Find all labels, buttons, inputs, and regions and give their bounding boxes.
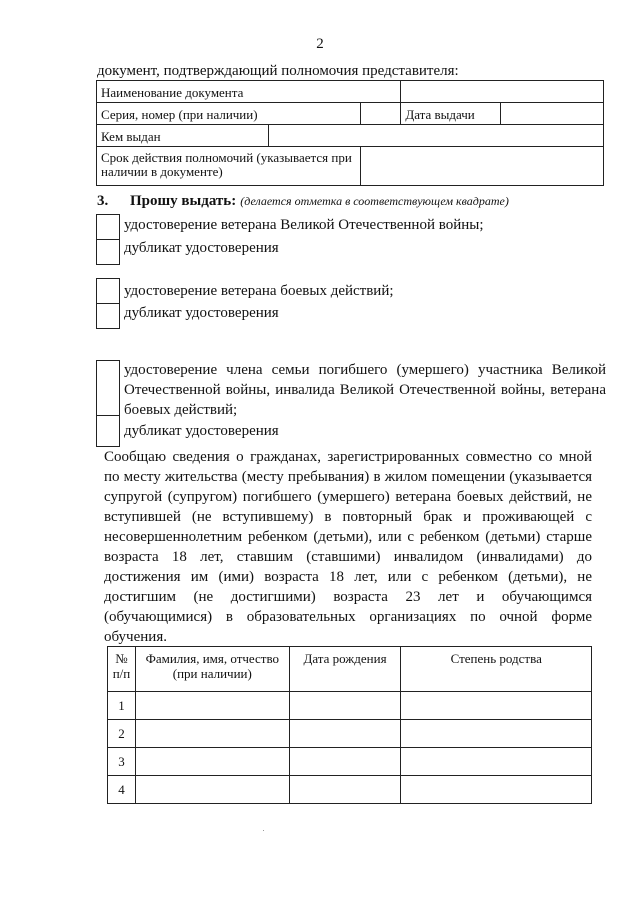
table-row xyxy=(108,748,592,776)
option-combat-veteran: удостоверение ветерана боевых действий; xyxy=(124,283,394,299)
row-number: 1 xyxy=(108,692,136,720)
table-row xyxy=(97,103,604,125)
validity-label: Срок действия полномочий (указывается при наличии в документе) xyxy=(97,147,361,186)
relationship-cell[interactable] xyxy=(401,692,592,720)
option-combat-duplicate: дубликат удостоверения xyxy=(124,305,279,321)
table-row xyxy=(108,776,592,804)
option-family-member: удостоверение члена семьи погибшего (умершего) участника Великой Отечественной войны, инвалида Великой Отечественной войны, ветерана боевых действий; xyxy=(124,362,606,418)
doc-name-label: Наименование документа xyxy=(97,81,401,103)
table-header-row xyxy=(108,647,592,692)
family-members-table xyxy=(107,646,592,804)
col-header-full-name: Фамилия, имя, отчество (при наличии) xyxy=(135,647,289,692)
issue-date-label: Дата выдачи xyxy=(401,103,501,125)
table-row xyxy=(108,692,592,720)
option-family-duplicate: дубликат удостоверения xyxy=(124,423,279,439)
representative-document-table xyxy=(96,80,604,186)
table-row xyxy=(108,720,592,748)
doc-name-field[interactable] xyxy=(401,81,604,103)
page-number: 2 xyxy=(316,36,324,52)
col-header-number: № п/п xyxy=(108,647,136,692)
relationship-cell[interactable] xyxy=(401,748,592,776)
checkbox-wwii-veteran[interactable] xyxy=(96,214,120,240)
series-number-label: Серия, номер (при наличии) xyxy=(97,103,361,125)
validity-field[interactable] xyxy=(361,147,604,186)
representative-lead-text: документ, подтверждающий полномочия представителя: xyxy=(97,63,459,79)
birth-date-cell[interactable] xyxy=(289,692,401,720)
full-name-cell[interactable] xyxy=(135,776,289,804)
relationship-cell[interactable] xyxy=(401,720,592,748)
table-row xyxy=(97,81,604,103)
full-name-cell[interactable] xyxy=(135,748,289,776)
checkbox-family-member[interactable] xyxy=(96,360,120,416)
row-number: 2 xyxy=(108,720,136,748)
checkbox-combat-duplicate[interactable] xyxy=(96,303,120,329)
col-header-birth-date: Дата рождения xyxy=(289,647,401,692)
info-paragraph: Сообщаю сведения о гражданах, зарегистрированных совместно со мной по месту жительства (месту пребывания) в жилом помещении (указывается супругой (супругом) погибшего (умершего) ветерана боевых действий, не вступившей (не вступившему) в повторный брак и проживающей с несовершеннолетним ребенком (детьми), или с ребенком (детьми) старше возраста 18 лет, ставшим (ставшими) инвалидом (инвалидами) до достижения им (ими) возраста 18 лет, или с ребенком (детьми), не достигшим (не достигшими) возраста 23 лет и обучающимся (обучающимися) в образовательных организациях по очной форме обучения. xyxy=(104,449,592,645)
full-name-cell[interactable] xyxy=(135,720,289,748)
full-name-cell[interactable] xyxy=(135,692,289,720)
issue-date-field[interactable] xyxy=(501,103,604,125)
checkbox-wwii-duplicate[interactable] xyxy=(96,239,120,265)
relationship-cell[interactable] xyxy=(401,776,592,804)
birth-date-cell[interactable] xyxy=(289,720,401,748)
checkbox-combat-veteran[interactable] xyxy=(96,278,120,304)
section-title xyxy=(130,193,509,210)
issued-by-label: Кем выдан xyxy=(97,125,269,147)
col-header-relationship: Степень родства xyxy=(401,647,592,692)
issued-by-field[interactable] xyxy=(268,125,603,147)
section-title-text: Прошу выдать: xyxy=(130,193,237,209)
option-wwii-duplicate: дубликат удостоверения xyxy=(124,240,279,256)
series-number-field[interactable] xyxy=(361,103,401,125)
row-number: 4 xyxy=(108,776,136,804)
birth-date-cell[interactable] xyxy=(289,748,401,776)
table-row xyxy=(97,147,604,186)
section-number: 3. xyxy=(97,193,109,209)
birth-date-cell[interactable] xyxy=(289,776,401,804)
table-row xyxy=(97,125,604,147)
row-number: 3 xyxy=(108,748,136,776)
option-wwii-veteran: удостоверение ветерана Великой Отечественной войны; xyxy=(124,217,484,233)
checkbox-family-duplicate[interactable] xyxy=(96,415,120,447)
section-note: (делается отметка в соответствующем квадрате) xyxy=(240,194,509,208)
scan-speck xyxy=(263,830,264,831)
